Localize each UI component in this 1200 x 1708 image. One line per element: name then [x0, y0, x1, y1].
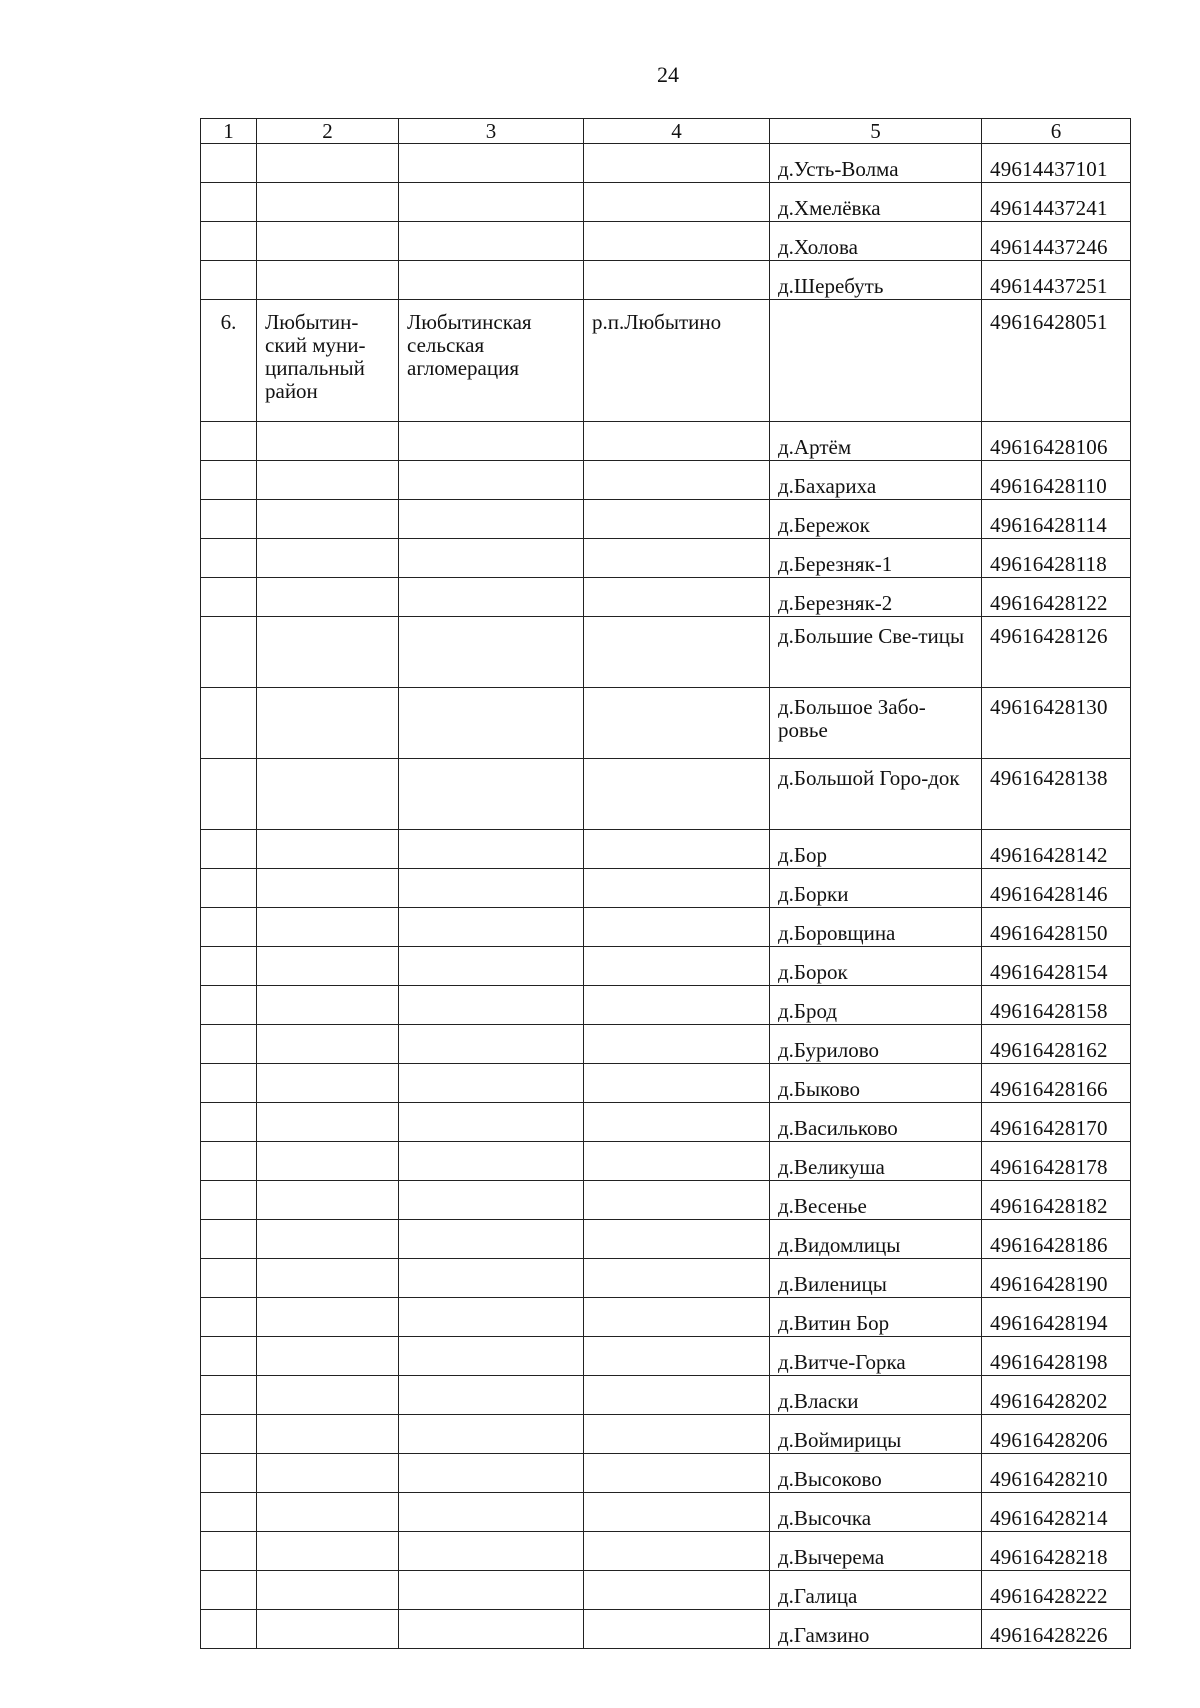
cell-district: [257, 222, 399, 261]
table-row: [201, 986, 1131, 1025]
cell-district: [257, 1376, 399, 1415]
cell-agglomeration: [399, 1025, 584, 1064]
table-row: [201, 1454, 1131, 1493]
cell-number: [201, 830, 257, 869]
table-row: [201, 422, 1131, 461]
table-row: [201, 183, 1131, 222]
table-row: [201, 1220, 1131, 1259]
cell-settlement: д.Большое Забо-ровье: [770, 688, 982, 759]
cell-code: 49616428130: [982, 688, 1131, 759]
cell-code: 49616428138: [982, 759, 1131, 830]
cell-center: [584, 1532, 770, 1571]
table-row: [201, 578, 1131, 617]
cell-settlement: д.Холова: [770, 222, 982, 261]
cell-center: [584, 986, 770, 1025]
cell-settlement: д.Гамзино: [770, 1610, 982, 1649]
cell-settlement: [770, 300, 982, 422]
cell-code: 49616428178: [982, 1142, 1131, 1181]
cell-settlement: д.Артём: [770, 422, 982, 461]
page-number: 24: [657, 62, 679, 87]
cell-agglomeration: [399, 222, 584, 261]
cell-number: [201, 688, 257, 759]
cell-number: [201, 1532, 257, 1571]
cell-agglomeration: [399, 1181, 584, 1220]
cell-number: [201, 1064, 257, 1103]
table-row: [201, 759, 1131, 830]
cell-district: [257, 1220, 399, 1259]
cell-code: 49614437251: [982, 261, 1131, 300]
cell-settlement: д.Бурилово: [770, 1025, 982, 1064]
cell-number: [201, 1025, 257, 1064]
cell-settlement: д.Березняк-2: [770, 578, 982, 617]
cell-number: [201, 183, 257, 222]
cell-agglomeration: [399, 947, 584, 986]
cell-number: [201, 759, 257, 830]
table-row: [201, 1493, 1131, 1532]
table-row: [201, 222, 1131, 261]
cell-settlement: д.Бережок: [770, 500, 982, 539]
settlements-table: [200, 118, 1131, 1649]
cell-district: [257, 1493, 399, 1532]
cell-center: [584, 688, 770, 759]
cell-district: [257, 1142, 399, 1181]
cell-district: [257, 144, 399, 183]
table-row: [201, 947, 1131, 986]
cell-number: [201, 1298, 257, 1337]
cell-settlement: д.Высочка: [770, 1493, 982, 1532]
cell-number: [201, 1415, 257, 1454]
table-row: [201, 1103, 1131, 1142]
column-number: 6: [982, 119, 1131, 144]
table-row: [201, 1025, 1131, 1064]
cell-number: [201, 1337, 257, 1376]
cell-district: [257, 688, 399, 759]
cell-code: 49616428110: [982, 461, 1131, 500]
cell-center: [584, 1259, 770, 1298]
table-row: [201, 869, 1131, 908]
cell-center: [584, 1181, 770, 1220]
cell-settlement: д.Бор: [770, 830, 982, 869]
cell-district: [257, 578, 399, 617]
cell-code: 49616428162: [982, 1025, 1131, 1064]
table-row: [201, 617, 1131, 688]
cell-center: р.п.Любытино: [584, 300, 770, 422]
table-row: [201, 1532, 1131, 1571]
cell-agglomeration: [399, 1142, 584, 1181]
cell-code: 49616428150: [982, 908, 1131, 947]
cell-number: [201, 422, 257, 461]
cell-district: [257, 1064, 399, 1103]
table-row: [201, 1376, 1131, 1415]
cell-code: 49616428186: [982, 1220, 1131, 1259]
cell-code: 49616428190: [982, 1259, 1131, 1298]
cell-code: 49616428214: [982, 1493, 1131, 1532]
cell-code: 49616428114: [982, 500, 1131, 539]
cell-code: 49616428154: [982, 947, 1131, 986]
cell-code: 49616428218: [982, 1532, 1131, 1571]
cell-agglomeration: [399, 1532, 584, 1571]
cell-settlement: д.Березняк-1: [770, 539, 982, 578]
cell-number: [201, 1493, 257, 1532]
column-number: 2: [257, 119, 399, 144]
cell-center: [584, 617, 770, 688]
cell-center: [584, 1610, 770, 1649]
cell-settlement: д.Галица: [770, 1571, 982, 1610]
table-row: [201, 1337, 1131, 1376]
cell-center: [584, 1298, 770, 1337]
cell-code: 49616428166: [982, 1064, 1131, 1103]
cell-settlement: д.Боровщина: [770, 908, 982, 947]
cell-center: [584, 1025, 770, 1064]
cell-center: [584, 1103, 770, 1142]
cell-number: [201, 461, 257, 500]
cell-district: [257, 1103, 399, 1142]
cell-code: 49616428198: [982, 1337, 1131, 1376]
cell-center: [584, 830, 770, 869]
cell-code: 49616428210: [982, 1454, 1131, 1493]
cell-center: [584, 500, 770, 539]
cell-district: [257, 1415, 399, 1454]
cell-center: [584, 1454, 770, 1493]
cell-number: [201, 539, 257, 578]
cell-district: [257, 183, 399, 222]
cell-settlement: д.Великуша: [770, 1142, 982, 1181]
cell-settlement: д.Вычерема: [770, 1532, 982, 1571]
cell-number: [201, 986, 257, 1025]
cell-code: 49616428194: [982, 1298, 1131, 1337]
cell-center: [584, 261, 770, 300]
cell-agglomeration: [399, 539, 584, 578]
cell-agglomeration: [399, 1337, 584, 1376]
cell-settlement: д.Борки: [770, 869, 982, 908]
cell-agglomeration: [399, 1493, 584, 1532]
cell-agglomeration: [399, 830, 584, 869]
cell-number: [201, 1181, 257, 1220]
cell-center: [584, 144, 770, 183]
cell-number: 6.: [201, 300, 257, 422]
table-row: [201, 461, 1131, 500]
cell-center: [584, 1493, 770, 1532]
table-row: [201, 1415, 1131, 1454]
cell-agglomeration: [399, 759, 584, 830]
cell-code: 49616428170: [982, 1103, 1131, 1142]
cell-district: [257, 1532, 399, 1571]
cell-district: [257, 1610, 399, 1649]
cell-settlement: д.Борок: [770, 947, 982, 986]
cell-district: [257, 1025, 399, 1064]
cell-district: [257, 422, 399, 461]
cell-settlement: д.Бахариха: [770, 461, 982, 500]
cell-district: [257, 1454, 399, 1493]
column-number-row: [201, 119, 1131, 144]
cell-district: [257, 908, 399, 947]
cell-district: [257, 1181, 399, 1220]
cell-number: [201, 1259, 257, 1298]
cell-code: 49616428202: [982, 1376, 1131, 1415]
cell-center: [584, 1415, 770, 1454]
cell-code: 49614437246: [982, 222, 1131, 261]
cell-agglomeration: [399, 1610, 584, 1649]
cell-agglomeration: [399, 461, 584, 500]
group-row: [201, 300, 1131, 422]
table-row: [201, 1142, 1131, 1181]
cell-code: 49616428222: [982, 1571, 1131, 1610]
cell-number: [201, 1454, 257, 1493]
cell-settlement: д.Шеребуть: [770, 261, 982, 300]
cell-center: [584, 1571, 770, 1610]
table-row: [201, 1571, 1131, 1610]
cell-number: [201, 500, 257, 539]
cell-settlement: д.Большой Горо-док: [770, 759, 982, 830]
cell-number: [201, 144, 257, 183]
cell-code: 49616428142: [982, 830, 1131, 869]
cell-district: [257, 461, 399, 500]
cell-code: 49616428106: [982, 422, 1131, 461]
column-number: 1: [201, 119, 257, 144]
cell-district: [257, 986, 399, 1025]
cell-center: [584, 422, 770, 461]
cell-agglomeration: [399, 578, 584, 617]
cell-settlement: д.Васильково: [770, 1103, 982, 1142]
cell-code: 49614437241: [982, 183, 1131, 222]
cell-code: 49616428182: [982, 1181, 1131, 1220]
cell-agglomeration: [399, 1454, 584, 1493]
cell-code: 49616428122: [982, 578, 1131, 617]
cell-settlement: д.Быково: [770, 1064, 982, 1103]
cell-settlement: д.Власки: [770, 1376, 982, 1415]
cell-agglomeration: [399, 422, 584, 461]
cell-number: [201, 1571, 257, 1610]
cell-agglomeration: [399, 986, 584, 1025]
cell-center: [584, 908, 770, 947]
column-number: 4: [584, 119, 770, 144]
table-row: [201, 539, 1131, 578]
cell-district: [257, 947, 399, 986]
cell-number: [201, 261, 257, 300]
column-number: 3: [399, 119, 584, 144]
cell-agglomeration: [399, 1103, 584, 1142]
cell-settlement: д.Воймирицы: [770, 1415, 982, 1454]
cell-agglomeration: [399, 1571, 584, 1610]
cell-number: [201, 1103, 257, 1142]
cell-number: [201, 947, 257, 986]
cell-code: 49616428158: [982, 986, 1131, 1025]
cell-number: [201, 222, 257, 261]
cell-settlement: д.Большие Све-тицы: [770, 617, 982, 688]
cell-district: [257, 830, 399, 869]
cell-agglomeration: [399, 869, 584, 908]
cell-code: 49616428226: [982, 1610, 1131, 1649]
cell-agglomeration: Любытинская сельская агломерация: [399, 300, 584, 422]
cell-number: [201, 1610, 257, 1649]
cell-settlement: д.Высоково: [770, 1454, 982, 1493]
cell-agglomeration: [399, 1220, 584, 1259]
cell-center: [584, 1220, 770, 1259]
table-row: [201, 688, 1131, 759]
cell-district: Любытин-ский муни-ципальный район: [257, 300, 399, 422]
cell-number: [201, 578, 257, 617]
cell-code: 49614437101: [982, 144, 1131, 183]
cell-district: [257, 1571, 399, 1610]
cell-settlement: д.Видомлицы: [770, 1220, 982, 1259]
cell-code: 49616428146: [982, 869, 1131, 908]
cell-agglomeration: [399, 261, 584, 300]
cell-district: [257, 500, 399, 539]
cell-center: [584, 539, 770, 578]
cell-agglomeration: [399, 1376, 584, 1415]
cell-settlement: д.Хмелёвка: [770, 183, 982, 222]
cell-agglomeration: [399, 617, 584, 688]
table-row: [201, 500, 1131, 539]
cell-center: [584, 869, 770, 908]
cell-number: [201, 1220, 257, 1259]
cell-district: [257, 1337, 399, 1376]
cell-center: [584, 1337, 770, 1376]
cell-center: [584, 1142, 770, 1181]
cell-agglomeration: [399, 1298, 584, 1337]
table-row: [201, 144, 1131, 183]
cell-center: [584, 947, 770, 986]
cell-center: [584, 183, 770, 222]
cell-agglomeration: [399, 500, 584, 539]
table-row: [201, 1064, 1131, 1103]
cell-agglomeration: [399, 183, 584, 222]
cell-center: [584, 1064, 770, 1103]
table-row: [201, 1610, 1131, 1649]
cell-center: [584, 1376, 770, 1415]
table-row: [201, 830, 1131, 869]
cell-agglomeration: [399, 1415, 584, 1454]
cell-settlement: д.Весенье: [770, 1181, 982, 1220]
cell-code: 49616428126: [982, 617, 1131, 688]
cell-settlement: д.Брод: [770, 986, 982, 1025]
table-row: [201, 908, 1131, 947]
cell-agglomeration: [399, 1259, 584, 1298]
cell-settlement: д.Витин Бор: [770, 1298, 982, 1337]
cell-center: [584, 222, 770, 261]
cell-agglomeration: [399, 1064, 584, 1103]
cell-agglomeration: [399, 688, 584, 759]
cell-number: [201, 908, 257, 947]
column-number: 5: [770, 119, 982, 144]
cell-settlement: д.Усть-Волма: [770, 144, 982, 183]
cell-center: [584, 759, 770, 830]
cell-code: 49616428118: [982, 539, 1131, 578]
cell-district: [257, 869, 399, 908]
cell-number: [201, 617, 257, 688]
cell-code: 49616428051: [982, 300, 1131, 422]
cell-district: [257, 1259, 399, 1298]
table-body: [201, 119, 1131, 1649]
cell-district: [257, 759, 399, 830]
table-row: [201, 1298, 1131, 1337]
cell-number: [201, 1142, 257, 1181]
cell-district: [257, 1298, 399, 1337]
cell-center: [584, 578, 770, 617]
cell-code: 49616428206: [982, 1415, 1131, 1454]
table-row: [201, 1181, 1131, 1220]
cell-agglomeration: [399, 908, 584, 947]
cell-district: [257, 261, 399, 300]
cell-number: [201, 1376, 257, 1415]
cell-settlement: д.Витче-Горка: [770, 1337, 982, 1376]
cell-center: [584, 461, 770, 500]
cell-settlement: д.Виленицы: [770, 1259, 982, 1298]
table-row: [201, 261, 1131, 300]
cell-agglomeration: [399, 144, 584, 183]
cell-number: [201, 869, 257, 908]
cell-district: [257, 539, 399, 578]
table-row: [201, 1259, 1131, 1298]
cell-district: [257, 617, 399, 688]
